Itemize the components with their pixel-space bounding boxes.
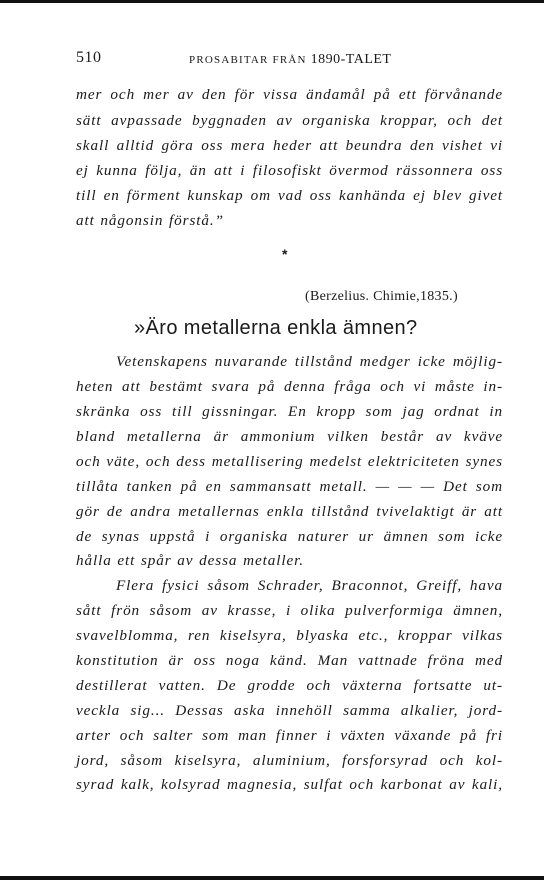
quote-line: till en förment kunskap om vad oss kanhända ej blev givet: [76, 187, 503, 204]
quote-line: att någonsin förstå.”: [76, 212, 224, 229]
paragraph-line: veckla sig... Dessas aska innehöll samma alkalier, jord-: [76, 702, 503, 719]
paragraph-line: gör de andra metallernas enkla tillstånd tvivelaktigt är att: [76, 503, 503, 520]
top-edge-rule: [0, 0, 544, 3]
paragraph-line: tillåta tanken på en sammansatt metall. — — — Det som: [76, 478, 503, 495]
paragraph-line: de synas uppstå i organiska naturer ur ämnen som icke: [76, 528, 503, 545]
paragraph-line: Flera fysici såsom Schrader, Braconnot, Greiff, hava: [116, 577, 503, 594]
page-header: [76, 49, 506, 69]
quote-line: skall alltid göra oss mera heder att beundra den vishet vi: [76, 137, 503, 154]
bottom-edge-rule: [0, 876, 544, 880]
quote-line: mer och mer av den för vissa ändamål på ett förvånande: [76, 86, 503, 103]
citation: (Berzelius. Chimie,1835.): [305, 289, 458, 304]
quote-line: sätt avpassade byggnaden av organiska kroppar, och det: [76, 112, 503, 129]
paragraph-line: jord, såsom kiselsyra, aluminium, forsforsyrad och kol-: [76, 752, 503, 769]
paragraph-line: svavelblomma, ren kiselsyra, blyaska etc., kroppar vilkas: [76, 627, 503, 644]
paragraph-line: hålla ett spår av dessa metaller.: [76, 552, 304, 569]
quote-line: ej kunna följa, än att i filosofiskt övermod rässonnera oss: [76, 162, 503, 179]
section-title: »Äro metallerna enkla ämnen?: [134, 317, 418, 339]
paragraph-line: Vetenskapens nuvarande tillstånd medger icke möjlig-: [116, 353, 503, 370]
section-separator: *: [282, 246, 288, 262]
paragraph-line: bland metallerna är ammonium vilken består av kväve: [76, 428, 503, 445]
paragraph-line: syrad kalk, kolsyrad magnesia, sulfat och karbonat av kali,: [76, 776, 503, 793]
paragraph-line: heten att bestämt svara på denna fråga och vi måste in-: [76, 378, 503, 395]
running-head-year: 1890-TALET: [310, 52, 392, 67]
paragraph-line: sått frön såsom av krasse, i olika pulverformiga ämnen,: [76, 602, 503, 619]
running-head-text: PROSABITAR FRÅN: [189, 54, 307, 66]
paragraph-line: skränka oss till gissningar. En kropp som jag ordnat in: [76, 403, 503, 420]
paragraph-line: arter och salter som man finner i växten växande på fri: [76, 727, 503, 744]
paragraph-line: och väte, och dess metallisering medelst elektriciteten synes: [76, 453, 503, 470]
paragraph-line: destillerat vatten. De grodde och växterna fortsatte ut-: [76, 677, 503, 694]
page-number: 510: [76, 49, 102, 66]
running-head: [189, 52, 391, 68]
paragraph-line: konstitution är oss noga känd. Man vattnade fröna med: [76, 652, 503, 669]
